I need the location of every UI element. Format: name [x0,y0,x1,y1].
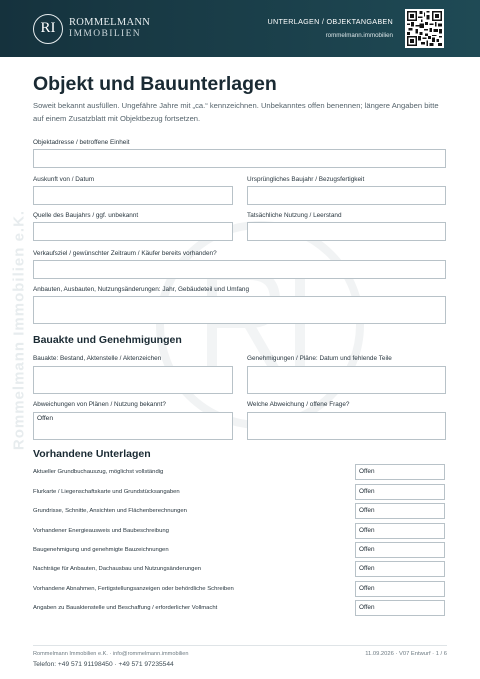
building-file-field[interactable] [33,366,233,394]
document-row [33,600,445,617]
document-row-label: Angaben zu Bauaktenstelle und Beschaffung / erforderlicher Vollmacht [33,605,218,611]
footer-divider [33,645,447,646]
logo-company-name: ROMMELMANN [69,17,151,28]
sale-goal-field[interactable] [33,260,446,279]
extensions-label: Anbauten, Ausbauten, Nutzungsänderungen: Jahr, Gebäudeteil und Umfang [33,286,250,293]
building-records-heading: Bauakte und Genehmigungen [33,334,182,346]
deviation-field[interactable]: Offen [33,412,233,440]
footer-meta: 11.09.2026 · V07 Entwurf · 1 / 6 [365,651,447,657]
document-row [33,523,445,540]
intro-text: Soweit bekannt ausfüllen. Ungefähre Jahre mit „ca.“ kennzeichnen. Unbekanntes offen benennen; längere Angaben bitte auf einem Zusatzblatt mit Objektbezug fortsetzen. [33,101,439,123]
permits-field[interactable] [247,366,446,394]
document-row [33,542,445,559]
qr-code-icon [405,9,444,48]
extensions-field[interactable] [33,296,446,324]
which-deviation-field[interactable] [247,412,446,440]
document-status-field[interactable]: Offen [355,542,445,558]
document-status-field[interactable]: Offen [355,464,445,480]
year-source-label: Quelle des Baujahrs / ggf. unbekannt [33,212,139,219]
logo-mark: RI [33,14,63,44]
sale-goal-label: Verkaufsziel / gewünschter Zeitraum / Käufer bereits vorhanden? [33,250,217,257]
building-file-label: Bauakte: Bestand, Aktenstelle / Aktenzeichen [33,355,162,362]
documents-heading: Vorhandene Unterlagen [33,448,151,460]
document-status-field[interactable]: Offen [355,523,445,539]
year-source-field[interactable] [33,222,233,241]
address-field[interactable] [33,149,446,168]
document-row [33,484,445,501]
document-row-label: Vorhandene Abnahmen, Fertigstellungsanzeigen oder behördliche Schreiben [33,586,234,592]
document-row [33,464,445,481]
document-row [33,503,445,520]
construction-year-field[interactable] [247,186,446,205]
footer-company-line: Rommelmann Immobilien e.K. · info@rommelmann.immobilien [33,651,189,657]
header-section-title: UNTERLAGEN / OBJEKTANGABEN [267,17,393,26]
page-header [0,0,480,57]
document-status-field[interactable]: Offen [355,600,445,616]
permits-label: Genehmigungen / Pläne: Datum und fehlende Teile [247,355,392,362]
construction-year-label: Ursprüngliches Baujahr / Bezugsfertigkeit [247,176,365,183]
document-status-field[interactable]: Offen [355,484,445,500]
document-status-field[interactable]: Offen [355,561,445,577]
document-status-field[interactable]: Offen [355,503,445,519]
page-title: Objekt und Bauunterlagen [33,73,277,95]
source-label: Auskunft von / Datum [33,176,95,183]
watermark-logo-icon [150,205,370,445]
which-deviation-label: Welche Abweichung / offene Frage? [247,401,350,408]
document-row-label: Nachträge für Anbauten, Dachausbau und Nutzungsänderungen [33,566,202,572]
side-company-text: Rommelmann Immobilien e.K. [10,209,28,451]
usage-field[interactable] [247,222,446,241]
document-row-label: Baugenehmigung und genehmigte Bauzeichnungen [33,547,169,553]
address-label: Objektadresse / betroffene Einheit [33,139,130,146]
deviation-label: Abweichungen von Plänen / Nutzung bekannt? [33,401,166,408]
document-row [33,561,445,578]
document-row-label: Grundrisse, Schnitte, Ansichten und Flächenberechnungen [33,508,187,514]
header-website[interactable]: rommelmann.immobilien [325,32,393,39]
document-row-label: Vorhandener Energieausweis und Baubeschreibung [33,528,169,534]
footer-phone-line: Telefon: +49 571 91198450 · +49 571 97235544 [33,661,174,668]
source-date-field[interactable] [33,186,233,205]
document-status-field[interactable]: Offen [355,581,445,597]
logo-company-sub: IMMOBILIEN [69,29,142,39]
document-row [33,581,445,598]
document-row-label: Aktueller Grundbuchauszug, möglichst vollständig [33,469,164,475]
document-row-label: Flurkarte / Liegenschaftskarte und Grundstücksangaben [33,489,180,495]
usage-label: Tatsächliche Nutzung / Leerstand [247,212,342,219]
